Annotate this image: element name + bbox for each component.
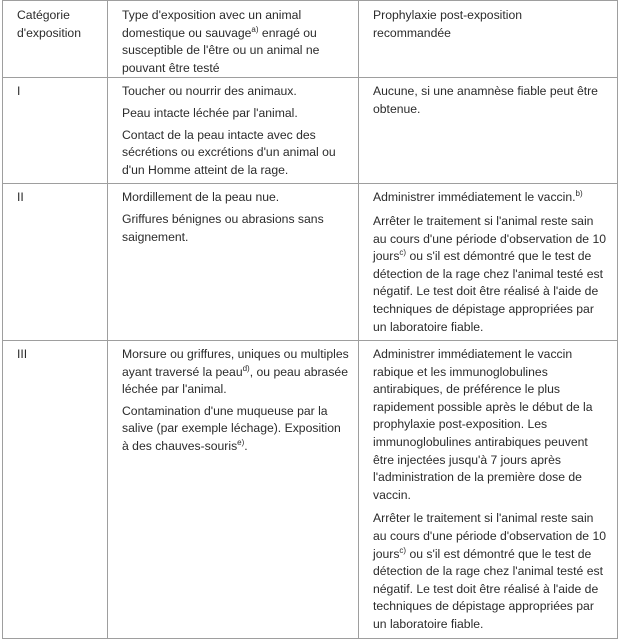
header-exposure-line1: Type d'exposition avec un animal [122,8,302,22]
exposure-text [122,403,350,456]
prophylaxis-cell [359,184,618,341]
exposure-cell [108,184,359,341]
exposure-text: Contact de la peau intacte avec des sécrétions ou excrétions d'un animal ou d'un Homme atteint de la rage. [122,127,336,177]
exposure-text: Toucher ou nourrir des animaux. [122,84,297,99]
prophylaxis-text-part: Arrêter le traitement si l'animal reste sain au cours d'une période d'observation de 10 jours [373,213,606,264]
prophylaxis-cell [359,78,618,184]
prophylaxis-text: Aucune, si une anamnèse fiable peut être obtenue. [373,84,598,116]
exposure-text: Mordillement de la peau nue. [122,190,280,205]
category-label: II [17,190,24,205]
table-header-row [3,1,618,78]
rabies-exposure-table [2,0,618,639]
exposure-text: Peau intacte léchée par l'animal. [122,105,298,120]
header-exposure-line3: susceptible de l'être ou un animal ne [122,43,320,58]
footnote-marker-c: c) [399,545,407,555]
header-prophylaxis-line2: recommandée [373,25,451,40]
header-prophylaxis [359,1,618,78]
category-label: III [17,347,28,362]
prophylaxis-text: Administrer immédiatement le vaccin rabique et les immunoglobulines antirabiques, de préférence le plus rapidement possible après le début de la prophylaxie post-exposition. Les immunoglobulines antirabiques peuvent être injectées jusqu'à 7 jours après l'administration de la première dose de vaccin. [373,347,593,502]
exposure-text-part: . [244,439,248,454]
exposure-text [122,346,350,399]
category-cell [3,341,108,639]
prophylaxis-text [373,189,609,207]
header-category-line1: Catégorie [17,8,70,22]
exposure-cell [108,341,359,639]
table-row [3,78,618,184]
category-label: I [17,84,21,99]
footnote-marker-e: e) [237,438,245,448]
header-exposure-type [108,1,359,78]
table-row [3,184,618,341]
header-exposure-line2: domestique ou sauvage [122,25,252,40]
exposure-cell [108,78,359,184]
header-prophylaxis-line1: Prophylaxie post-exposition [373,8,523,22]
exposure-text-part: Contamination d'une muqueuse par la salive (par exemple léchage). Exposition à des chauves-souris [122,403,341,454]
header-category-line2: d'exposition [17,25,81,40]
prophylaxis-text [373,213,609,336]
exposure-text: Griffures bénignes ou abrasions sans saignement. [122,211,324,244]
prophylaxis-cell [359,341,618,639]
category-cell [3,184,108,341]
footnote-marker-c: c) [399,248,407,258]
prophylaxis-text-part: Arrêter le traitement si l'animal reste sain au cours d'une période d'observation de 10 jours [373,511,606,561]
footnote-marker-d: d) [242,363,250,373]
header-exposure-line2-end: enragé ou [258,25,317,40]
prophylaxis-text-part: Administrer immédiatement le vaccin. [373,190,576,205]
footnote-marker-b: b) [575,189,583,199]
category-cell [3,78,108,184]
prophylaxis-text [373,510,609,633]
header-exposure-line4: pouvant être testé [122,60,220,75]
prophylaxis-text-part: ou s'il est démontré que le test de détection de la rage chez l'animal testé est négatif. Le test doit être réalisé à l'aide de techniques de dépistage appropriées par un laboratoire fiable. [373,249,603,334]
prophylaxis-text-part: ou s'il est démontré que le test de détection de la rage chez l'animal testé est négatif. Le test doit être réalisé à l'aide de techniques de dépistage appropriées par un laboratoire fiable. [373,546,603,631]
exposure-text-part: , ou peau abrasée léchée par l'animal. [122,364,348,397]
header-category [3,1,108,78]
table-row [3,341,618,639]
footnote-marker-a: a) [251,24,259,34]
exposure-text-part: Morsure ou griffures, uniques ou multiples ayant traversé la peau [122,347,349,379]
